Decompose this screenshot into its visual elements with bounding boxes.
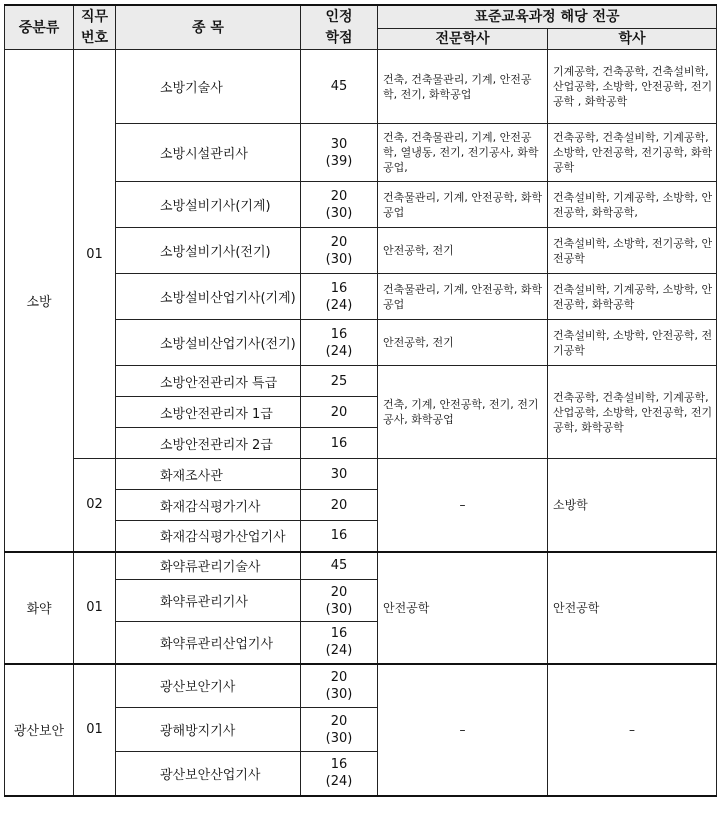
associate-majors-merged: 건축, 기계, 안전공학, 전기, 전기공사, 화학공업 (378, 366, 548, 459)
header-job-code (74, 5, 116, 50)
item-name: 소방설비기사(전기) (116, 228, 301, 274)
item-name: 소방설비산업기사(전기) (116, 320, 301, 366)
item-name: 소방시설관리사 (116, 124, 301, 182)
credit-value: 30 (301, 459, 378, 490)
bachelor-majors: 건축설비학, 기계공학, 소방학, 안전공학, 화학공학, (548, 182, 717, 228)
header-credits-text: 인정학점 (325, 8, 353, 46)
credit-cell (301, 580, 378, 622)
credit-cell (301, 228, 378, 274)
credit-value: 16 (330, 757, 348, 773)
item-name: 소방안전관리자 특급 (116, 366, 301, 397)
item-name: 화약류관리기술사 (116, 552, 301, 580)
bachelor-majors-merged: 안전공학 (548, 552, 717, 664)
credit-cell (301, 124, 378, 182)
associate-majors: 건축물관리, 기계, 안전공학, 화학공업 (378, 182, 548, 228)
credit-value: 20 (301, 490, 378, 521)
associate-majors: 건축, 건축물관리, 기계, 안전공학, 전기, 화학공업 (378, 50, 548, 124)
credit-value: 20 (330, 584, 348, 600)
header-credits (301, 5, 378, 50)
credit-value: 16 (301, 428, 378, 459)
credit-cell (301, 664, 378, 708)
credit-value: 16 (330, 626, 348, 642)
table-row (5, 50, 717, 124)
credit-alt-value: (30) (325, 205, 353, 221)
item-name: 화재조사관 (116, 459, 301, 490)
item-name: 화재감식평가기사 (116, 490, 301, 521)
credit-cell (301, 622, 378, 664)
associate-majors-merged: 안전공학 (378, 552, 548, 664)
item-name: 화약류관리산업기사 (116, 622, 301, 664)
job-code-cell: 01 (74, 664, 116, 796)
credit-alt-value: (24) (325, 343, 353, 359)
table-row (5, 552, 717, 580)
credit-value: 45 (301, 552, 378, 580)
credit-cell (301, 708, 378, 752)
credit-alt-value: (30) (325, 686, 353, 702)
item-name: 소방설비산업기사(기계) (116, 274, 301, 320)
table-row (5, 664, 717, 708)
credit-cell (301, 182, 378, 228)
item-name: 소방기술사 (116, 50, 301, 124)
certification-table (4, 4, 717, 797)
header-majors: 표준교육과정 해당 전공 (378, 5, 717, 29)
credit-value: 45 (330, 79, 348, 94)
credit-value: 25 (301, 366, 378, 397)
item-name: 소방안전관리자 2급 (116, 428, 301, 459)
associate-majors: 건축, 건축물관리, 기계, 안전공학, 열냉동, 전기, 전기공사, 화학공업, (378, 124, 548, 182)
header-bachelor: 학사 (548, 29, 717, 50)
bachelor-majors-merged: 소방학 (548, 459, 717, 552)
credit-value: 20 (330, 188, 348, 204)
credit-value: 16 (330, 326, 348, 342)
credit-alt-value: (24) (325, 297, 353, 313)
credit-value: 20 (301, 397, 378, 428)
credit-value: 20 (330, 713, 348, 729)
header-associate: 전문학사 (378, 29, 548, 50)
bachelor-majors: 건축설비학, 기계공학, 소방학, 안전공학, 화학공학 (548, 274, 717, 320)
associate-majors-merged: – (378, 664, 548, 796)
credit-alt-value: (30) (325, 251, 353, 267)
job-code-cell: 01 (74, 50, 116, 459)
header-job-code-text: 직무번호 (80, 8, 109, 46)
credit-alt-value: (24) (325, 643, 353, 659)
credit-cell (301, 320, 378, 366)
bachelor-majors: 건축설비학, 소방학, 전기공학, 안전공학 (548, 228, 717, 274)
bachelor-majors: 건축공학, 건축설비학, 기계공학, 소방학, 안전공학, 전기공학, 화학공학 (548, 124, 717, 182)
associate-majors-merged: – (378, 459, 548, 552)
credit-alt-value: (24) (325, 774, 353, 790)
credit-cell (301, 50, 378, 124)
header-category: 중분류 (5, 5, 74, 50)
item-name: 광산보안기사 (116, 664, 301, 708)
category-cell: 소방 (5, 50, 74, 552)
credit-value: 16 (330, 280, 348, 296)
header-item: 종 목 (116, 5, 301, 50)
bachelor-majors-merged: 건축공학, 건축설비학, 기계공학, 산업공학, 소방학, 안전공학, 전기공학, 화학공학 (548, 366, 717, 459)
category-cell: 광산보안 (5, 664, 74, 796)
item-name: 광해방지기사 (116, 708, 301, 752)
bachelor-majors-merged: – (548, 664, 717, 796)
credit-value: 16 (301, 521, 378, 552)
item-name: 소방안전관리자 1급 (116, 397, 301, 428)
associate-majors: 안전공학, 전기 (378, 320, 548, 366)
item-name: 화재감식평가산업기사 (116, 521, 301, 552)
category-cell: 화약 (5, 552, 74, 664)
associate-majors: 건축물관리, 기계, 안전공학, 화학공업 (378, 274, 548, 320)
item-name: 소방설비기사(기계) (116, 182, 301, 228)
credit-value: 20 (330, 669, 348, 685)
job-code-cell: 01 (74, 552, 116, 664)
associate-majors: 안전공학, 전기 (378, 228, 548, 274)
credit-value: 20 (330, 234, 348, 250)
item-name: 화약류관리기사 (116, 580, 301, 622)
credit-alt-value: (39) (325, 153, 353, 169)
bachelor-majors: 건축설비학, 소방학, 안전공학, 전기공학 (548, 320, 717, 366)
credit-cell (301, 274, 378, 320)
credit-cell (301, 752, 378, 796)
credit-value: 30 (330, 136, 348, 152)
job-code-cell: 02 (74, 459, 116, 552)
credit-alt-value: (30) (325, 730, 353, 746)
bachelor-majors: 기계공학, 건축공학, 건축설비학, 산업공학, 소방학, 안전공학, 전기공학 , 화학공학 (548, 50, 717, 124)
item-name: 광산보안산업기사 (116, 752, 301, 796)
table-row (5, 459, 717, 490)
credit-alt-value: (30) (325, 601, 353, 617)
